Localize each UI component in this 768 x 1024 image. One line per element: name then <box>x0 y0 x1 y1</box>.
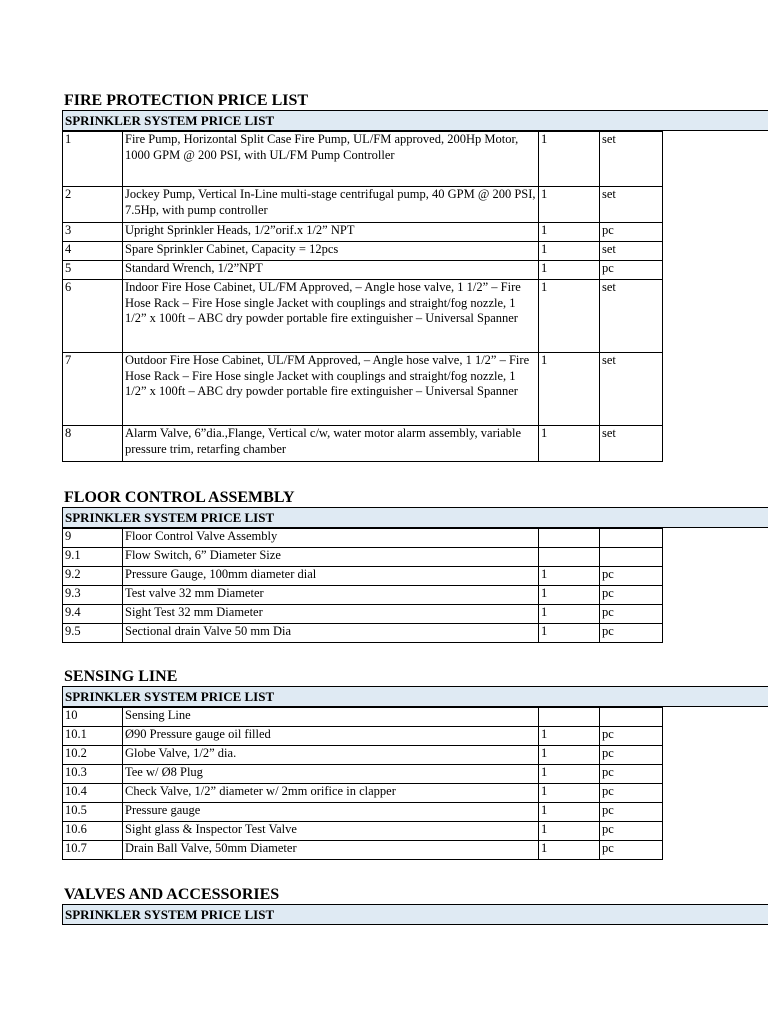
item-description: Jockey Pump, Vertical In-Line multi-stage centrifugal pump, 40 GPM @ 200 PSI, 7.5Hp, with pump controller <box>123 187 539 223</box>
item-unit: pc <box>600 567 663 586</box>
table-row <box>63 765 663 784</box>
item-unit: pc <box>600 784 663 803</box>
item-unit: pc <box>600 803 663 822</box>
table-row <box>63 605 663 624</box>
item-unit: pc <box>600 822 663 841</box>
item-description: Test valve 32 mm Diameter <box>123 586 539 605</box>
item-quantity: 1 <box>539 765 600 784</box>
item-description: Sectional drain Valve 50 mm Dia <box>123 624 539 643</box>
item-description: Tee w/ Ø8 Plug <box>123 765 539 784</box>
item-number: 10.2 <box>63 746 123 765</box>
item-number: 10.1 <box>63 727 123 746</box>
table-row <box>63 822 663 841</box>
item-number: 9.3 <box>63 586 123 605</box>
section-title: SENSING LINE <box>64 668 178 685</box>
price-table <box>62 707 663 860</box>
item-unit: pc <box>600 727 663 746</box>
section-title: FIRE PROTECTION PRICE LIST <box>64 92 309 109</box>
item-number: 1 <box>63 132 123 187</box>
item-quantity <box>539 529 600 548</box>
item-quantity: 1 <box>539 132 600 187</box>
table-row <box>63 841 663 860</box>
item-number: 10.5 <box>63 803 123 822</box>
item-quantity: 1 <box>539 746 600 765</box>
item-number: 10.3 <box>63 765 123 784</box>
table-row <box>63 586 663 605</box>
item-quantity: 1 <box>539 822 600 841</box>
subheader-label: SPRINKLER SYSTEM PRICE LIST <box>65 907 275 922</box>
item-number: 3 <box>63 223 123 242</box>
item-quantity <box>539 708 600 727</box>
item-description: Drain Ball Valve, 50mm Diameter <box>123 841 539 860</box>
item-number: 2 <box>63 187 123 223</box>
item-unit <box>600 529 663 548</box>
item-unit: set <box>600 132 663 187</box>
item-quantity: 1 <box>539 727 600 746</box>
item-quantity: 1 <box>539 353 600 426</box>
table-subheader <box>62 686 768 707</box>
table-row <box>63 624 663 643</box>
item-number: 9.5 <box>63 624 123 643</box>
item-description: Floor Control Valve Assembly <box>123 529 539 548</box>
section-title: FLOOR CONTROL ASSEMBLY <box>64 489 295 506</box>
item-quantity: 1 <box>539 261 600 280</box>
item-unit: set <box>600 353 663 426</box>
item-unit: set <box>600 280 663 353</box>
item-quantity: 1 <box>539 803 600 822</box>
subheader-label: SPRINKLER SYSTEM PRICE LIST <box>65 689 275 704</box>
item-quantity: 1 <box>539 784 600 803</box>
item-unit: pc <box>600 261 663 280</box>
item-quantity: 1 <box>539 187 600 223</box>
item-quantity: 1 <box>539 841 600 860</box>
table-row <box>63 353 663 426</box>
item-description: Sight glass & Inspector Test Valve <box>123 822 539 841</box>
item-unit <box>600 548 663 567</box>
item-unit: pc <box>600 223 663 242</box>
item-description: Indoor Fire Hose Cabinet, UL/FM Approved, – Angle hose valve, 1 1/2” – Fire Hose Rack – Fire Hose single Jacket with couplings and straight/fog nozzle, 1 1/2” x 100ft – ABC dry powder portable fire extinguisher – Universal Spanner <box>123 280 539 353</box>
table-row <box>63 132 663 187</box>
item-unit: pc <box>600 746 663 765</box>
item-number: 5 <box>63 261 123 280</box>
price-table <box>62 131 663 462</box>
item-unit <box>600 708 663 727</box>
item-unit: pc <box>600 765 663 784</box>
table-row <box>63 529 663 548</box>
table-row <box>63 708 663 727</box>
item-unit: pc <box>600 605 663 624</box>
item-description: Pressure Gauge, 100mm diameter dial <box>123 567 539 586</box>
item-number: 10.7 <box>63 841 123 860</box>
item-unit: pc <box>600 586 663 605</box>
item-quantity: 1 <box>539 624 600 643</box>
item-number: 10.4 <box>63 784 123 803</box>
item-description: Flow Switch, 6” Diameter Size <box>123 548 539 567</box>
subheader-label: SPRINKLER SYSTEM PRICE LIST <box>65 510 275 525</box>
item-number: 8 <box>63 426 123 462</box>
item-number: 10 <box>63 708 123 727</box>
table-row <box>63 746 663 765</box>
table-subheader <box>62 507 768 528</box>
item-description: Globe Valve, 1/2” dia. <box>123 746 539 765</box>
item-description: Ø90 Pressure gauge oil filled <box>123 727 539 746</box>
item-description: Spare Sprinkler Cabinet, Capacity = 12pcs <box>123 242 539 261</box>
item-number: 9 <box>63 529 123 548</box>
section-title: VALVES AND ACCESSORIES <box>64 886 280 903</box>
item-quantity <box>539 548 600 567</box>
item-quantity: 1 <box>539 242 600 261</box>
item-number: 9.1 <box>63 548 123 567</box>
item-description: Fire Pump, Horizontal Split Case Fire Pump, UL/FM approved, 200Hp Motor, 1000 GPM @ 200 PSI, with UL/FM Pump Controller <box>123 132 539 187</box>
table-row <box>63 242 663 261</box>
table-row <box>63 803 663 822</box>
table-row <box>63 187 663 223</box>
item-description: Sight Test 32 mm Diameter <box>123 605 539 624</box>
item-description: Sensing Line <box>123 708 539 727</box>
table-row <box>63 261 663 280</box>
table-row <box>63 567 663 586</box>
price-table <box>62 528 663 643</box>
item-quantity: 1 <box>539 280 600 353</box>
item-number: 10.6 <box>63 822 123 841</box>
item-quantity: 1 <box>539 586 600 605</box>
item-unit: set <box>600 426 663 462</box>
section-valves-and-accessories <box>62 886 768 925</box>
subheader-label: SPRINKLER SYSTEM PRICE LIST <box>65 113 275 128</box>
table-subheader <box>62 904 768 925</box>
table-row <box>63 784 663 803</box>
item-number: 6 <box>63 280 123 353</box>
table-row <box>63 727 663 746</box>
item-description: Upright Sprinkler Heads, 1/2”orif.x 1/2” NPT <box>123 223 539 242</box>
item-description: Check Valve, 1/2” diameter w/ 2mm orifice in clapper <box>123 784 539 803</box>
table-row <box>63 223 663 242</box>
item-quantity: 1 <box>539 223 600 242</box>
section-sensing-line <box>62 668 768 860</box>
item-description: Pressure gauge <box>123 803 539 822</box>
item-unit: set <box>600 187 663 223</box>
item-description: Alarm Valve, 6”dia.,Flange, Vertical c/w, water motor alarm assembly, variable pressure trim, retarfing chamber <box>123 426 539 462</box>
item-unit: set <box>600 242 663 261</box>
item-number: 4 <box>63 242 123 261</box>
table-row <box>63 280 663 353</box>
table-row <box>63 548 663 567</box>
item-description: Standard Wrench, 1/2”NPT <box>123 261 539 280</box>
section-fire-protection <box>62 92 768 462</box>
table-row <box>63 426 663 462</box>
section-floor-control-assembly <box>62 489 768 643</box>
item-quantity: 1 <box>539 605 600 624</box>
item-number: 9.2 <box>63 567 123 586</box>
table-subheader <box>62 110 768 131</box>
item-number: 9.4 <box>63 605 123 624</box>
item-quantity: 1 <box>539 426 600 462</box>
item-unit: pc <box>600 624 663 643</box>
item-description: Outdoor Fire Hose Cabinet, UL/FM Approved, – Angle hose valve, 1 1/2” – Fire Hose Rack – Fire Hose single Jacket with couplings and straight/fog nozzle, 1 1/2” x 100ft – ABC dry powder portable fire extinguisher – Universal Spanner <box>123 353 539 426</box>
item-number: 7 <box>63 353 123 426</box>
item-unit: pc <box>600 841 663 860</box>
item-quantity: 1 <box>539 567 600 586</box>
